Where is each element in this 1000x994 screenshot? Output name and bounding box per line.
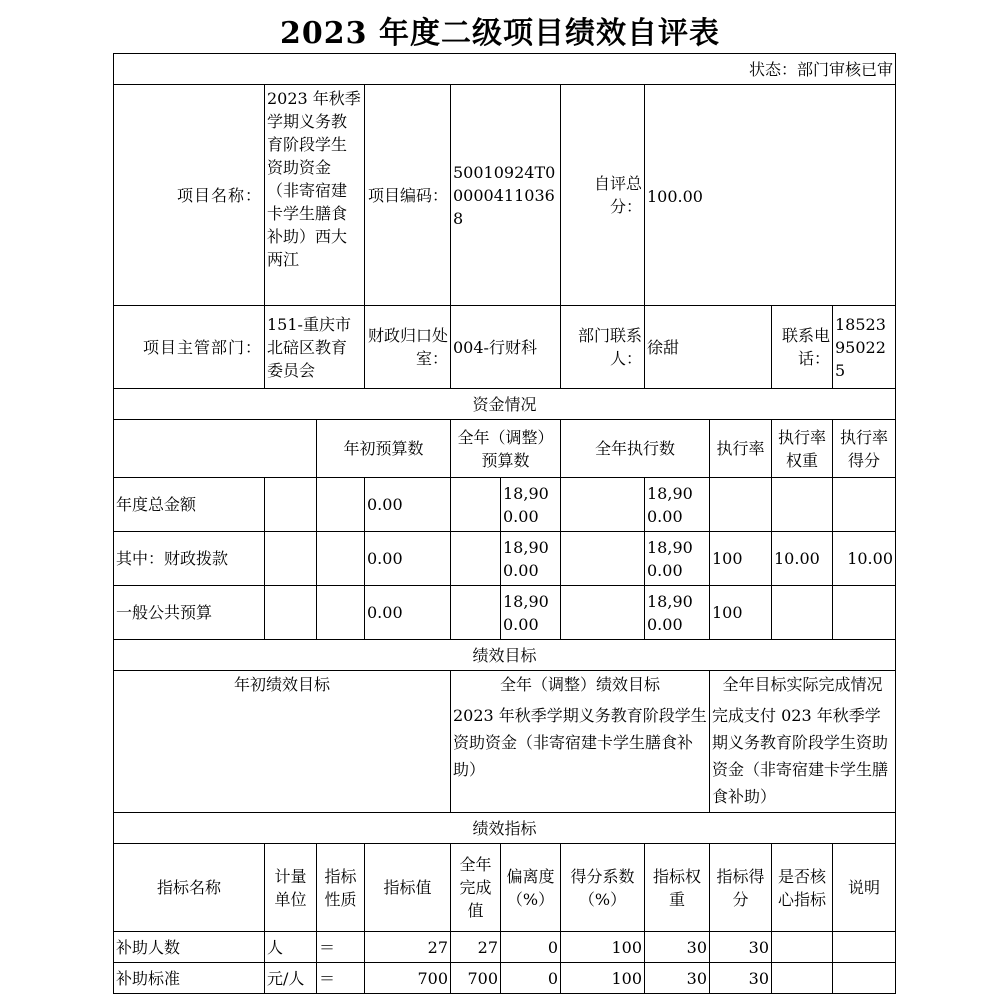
ind-core xyxy=(772,932,833,963)
ind-deviation: 0 xyxy=(501,963,561,994)
adjusted-goal-cell xyxy=(451,671,710,813)
indicator-row xyxy=(114,963,896,994)
ind-header-name: 指标名称 xyxy=(114,844,265,932)
funds-score-value xyxy=(833,478,896,532)
project-code-value: 50010924T000004110368 xyxy=(451,85,561,306)
funds-rate-value xyxy=(710,478,772,532)
adjusted-goal-header: 全年（调整）绩效目标 xyxy=(499,675,660,694)
ind-header-deviation: 偏离度（%） xyxy=(501,844,561,932)
funds-row-label: 年度总金额 xyxy=(114,478,265,532)
funds-header-blank xyxy=(114,420,317,478)
ind-header-weight: 指标权重 xyxy=(645,844,710,932)
funds-rate-value: 100 xyxy=(710,586,772,640)
phone-value: 18523950225 xyxy=(833,306,896,389)
project-code-label: 项目编码： xyxy=(365,85,451,306)
funds-header-score: 执行率得分 xyxy=(833,420,896,478)
ind-nature: ＝ xyxy=(317,963,365,994)
funds-initial-value: 0.00 xyxy=(365,586,451,640)
ind-unit: 人 xyxy=(265,932,317,963)
funds-weight-value xyxy=(772,586,833,640)
status-text: 状态：部门审核已审 xyxy=(114,54,896,85)
funds-header-adjusted: 全年（调整）预算数 xyxy=(451,420,561,478)
ind-deviation: 0 xyxy=(501,932,561,963)
self-score-label: 自评总分： xyxy=(561,85,645,306)
funds-score-value xyxy=(833,586,896,640)
project-name-value: 2023 年秋季学期义务教育阶段学生资助资金（非寄宿建卡学生膳食补助）西大两江 xyxy=(265,85,365,306)
ind-header-unit: 计量单位 xyxy=(265,844,317,932)
ind-weight: 30 xyxy=(645,963,710,994)
ind-nature: ＝ xyxy=(317,932,365,963)
actual-goal-cell xyxy=(710,671,896,813)
funds-row xyxy=(114,532,896,586)
ind-core xyxy=(772,963,833,994)
indicators-section-title: 绩效指标 xyxy=(114,813,896,844)
funds-executed-value: 18,900.00 xyxy=(645,478,710,532)
ind-name: 补助人数 xyxy=(114,932,265,963)
funds-row-label: 一般公共预算 xyxy=(114,586,265,640)
ind-target: 700 xyxy=(365,963,451,994)
ind-unit: 元/人 xyxy=(265,963,317,994)
funds-adjusted-value: 18,900.00 xyxy=(501,532,561,586)
ind-header-nature: 指标性质 xyxy=(317,844,365,932)
ind-note xyxy=(833,963,896,994)
funds-rate-value: 100 xyxy=(710,532,772,586)
self-score-value: 100.00 xyxy=(645,85,896,306)
dept-value: 151-重庆市北碚区教育委员会 xyxy=(265,306,365,389)
funds-header-executed: 全年执行数 xyxy=(561,420,710,478)
actual-goal-header: 全年目标实际完成情况 xyxy=(722,675,883,694)
ind-name: 补助标准 xyxy=(114,963,265,994)
ind-weight: 30 xyxy=(645,932,710,963)
funds-adjusted-value: 18,900.00 xyxy=(501,586,561,640)
initial-goal-header: 年初绩效目标 xyxy=(233,675,330,694)
funds-row-label: 其中：财政拨款 xyxy=(114,532,265,586)
funds-initial-value: 0.00 xyxy=(365,532,451,586)
evaluation-form xyxy=(113,53,896,994)
ind-note xyxy=(833,932,896,963)
actual-goal-text: 完成支付 023 年秋季学期义务教育阶段学生资助资金（非寄宿建卡学生膳食补助） xyxy=(712,706,889,806)
funds-initial-value: 0.00 xyxy=(365,478,451,532)
adjusted-goal-text: 2023 年秋季学期义务教育阶段学生资助资金（非寄宿建卡学生膳食补助） xyxy=(453,706,707,779)
ind-header-note: 说明 xyxy=(833,844,896,932)
ind-header-coef: 得分系数（%） xyxy=(561,844,645,932)
ind-actual: 700 xyxy=(451,963,501,994)
funds-section-title: 资金情况 xyxy=(114,389,896,420)
funds-weight-value: 10.00 xyxy=(772,532,833,586)
ind-header-target: 指标值 xyxy=(365,844,451,932)
ind-target: 27 xyxy=(365,932,451,963)
ind-header-score: 指标得分 xyxy=(710,844,772,932)
ind-coef: 100 xyxy=(561,963,645,994)
contact-person-value: 徐甜 xyxy=(645,306,772,389)
funds-adjusted-value: 18,900.00 xyxy=(501,478,561,532)
ind-header-core: 是否核心指标 xyxy=(772,844,833,932)
funds-row xyxy=(114,586,896,640)
initial-goal-cell xyxy=(114,671,451,813)
contact-person-label: 部门联系人： xyxy=(561,306,645,389)
funds-row xyxy=(114,478,896,532)
funds-executed-value: 18,900.00 xyxy=(645,586,710,640)
funds-header-weight: 执行率权重 xyxy=(772,420,833,478)
project-name-label: 项目名称： xyxy=(114,85,265,306)
phone-label: 联系电话： xyxy=(772,306,833,389)
finance-office-value: 004-行财科 xyxy=(451,306,561,389)
funds-executed-value: 18,900.00 xyxy=(645,532,710,586)
ind-actual: 27 xyxy=(451,932,501,963)
funds-score-value: 10.00 xyxy=(833,532,896,586)
ind-coef: 100 xyxy=(561,932,645,963)
funds-header-initial: 年初预算数 xyxy=(317,420,451,478)
ind-score: 30 xyxy=(710,932,772,963)
funds-header-rate: 执行率 xyxy=(710,420,772,478)
funds-weight-value xyxy=(772,478,833,532)
dept-label: 项目主管部门： xyxy=(114,306,265,389)
finance-office-label: 财政归口处室： xyxy=(365,306,451,389)
goals-section-title: 绩效目标 xyxy=(114,640,896,671)
page-title: 2023 年度二级项目绩效自评表 xyxy=(280,16,720,51)
indicator-row xyxy=(114,932,896,963)
ind-header-actual: 全年完成值 xyxy=(451,844,501,932)
ind-score: 30 xyxy=(710,963,772,994)
